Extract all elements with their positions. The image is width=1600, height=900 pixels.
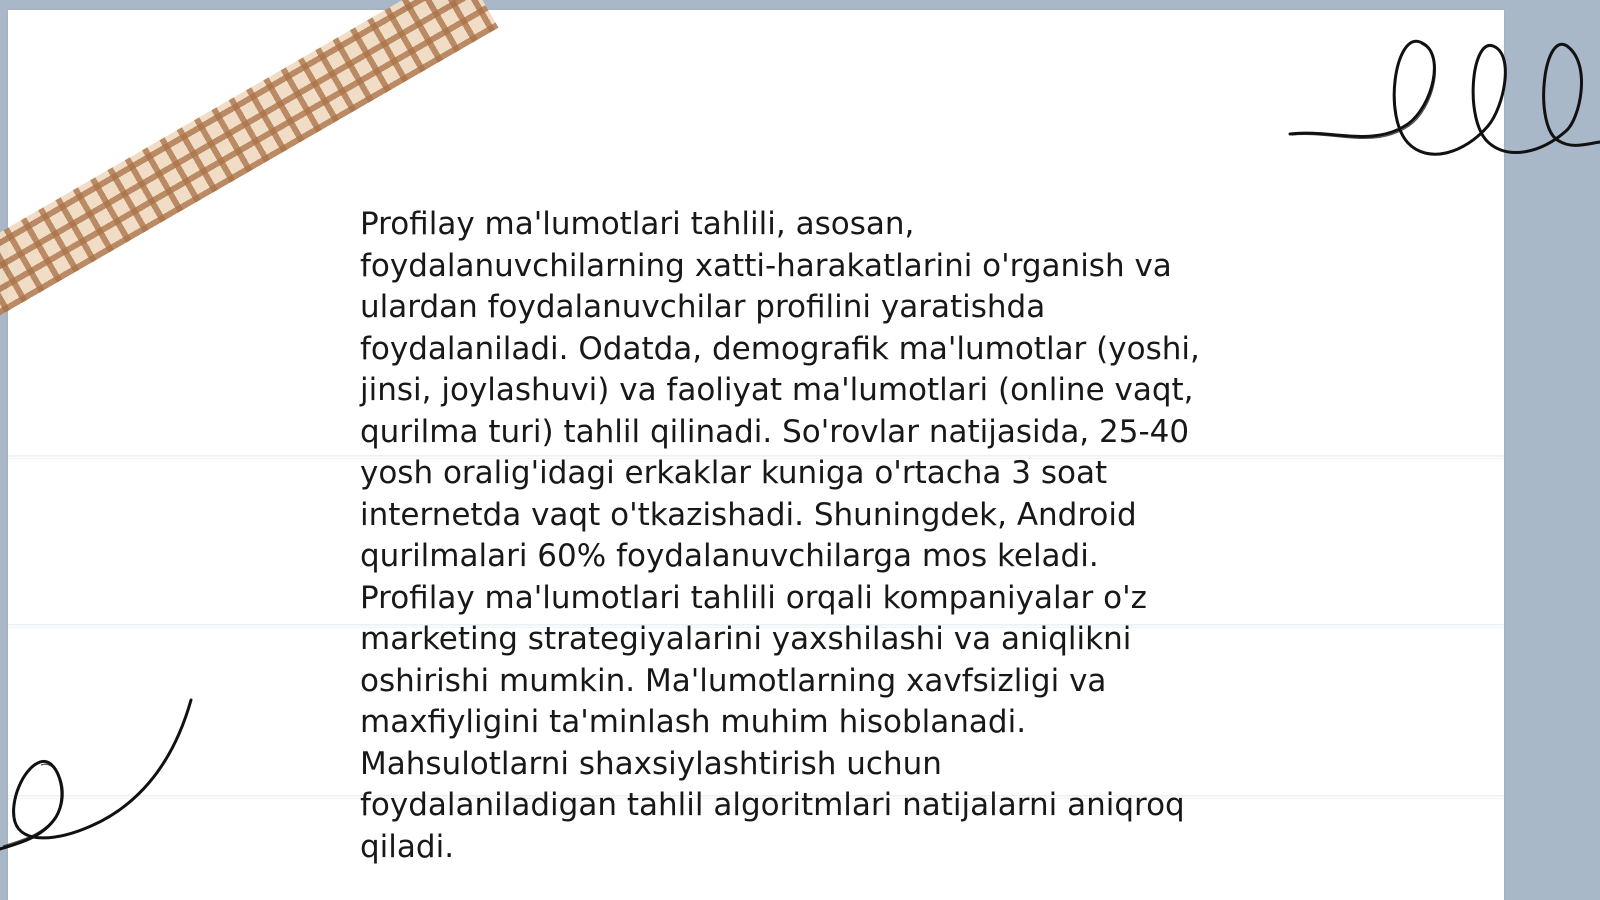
loop-scribble-icon: [1290, 30, 1600, 160]
swirl-doodle-icon: [0, 700, 210, 850]
body-paragraph: Profilay ma'lumotlari tahlili, asosan, foydalanuvchilarning xatti-harakatlarini o'rganish va ulardan foydalanuvchilar profilini yaratishda foydalaniladi. Odatda, demografik ma'lumotlar (yoshi, jinsi, joylashuvi) va faoliyat ma'lumotlari (online vaqt, qurilma turi) tahlil qilinadi. So'rovlar natijasida, 25-40 yosh oralig'idagi erkaklar kuniga o'rtacha 3 soat internetda vaqt o'tkazishadi. Shuningdek, Android qurilmalari 60% foydalanuvchilarga mos keladi. Profilay ma'lumotlari tahlili orqali kompaniyalar o'z marketing strategiyalarini yaxshilashi va aniqlikni oshirishi mumkin. Ma'lumotlarning xavfsizligi va maxfiyligini ta'minlash muhim hisoblanadi. Mahsulotlarni shaxsiylashtirish uchun foydalaniladigan tahlil algoritmlari natijalarni aniqroq qiladi.: [360, 206, 1200, 865]
